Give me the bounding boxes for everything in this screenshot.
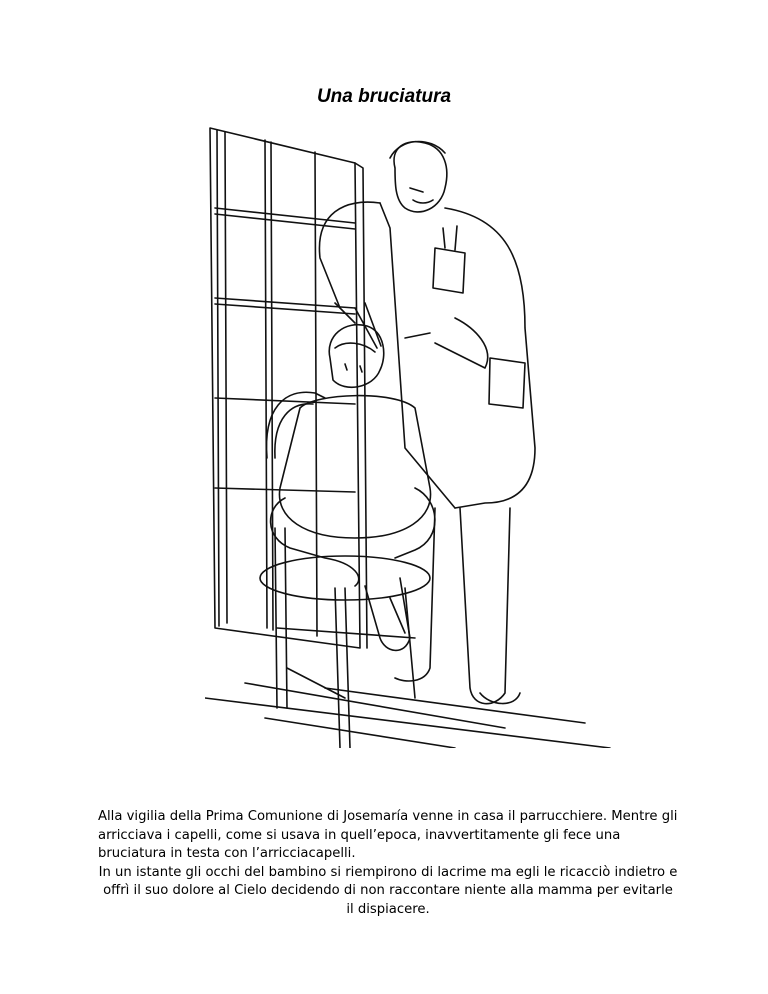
body-text	[98, 808, 678, 919]
barber	[319, 142, 535, 704]
page-title: Una bruciatura	[316, 86, 452, 107]
paragraph-2: In un istante gli occhi del bambino si riempirono di lacrime ma egli le ricacciò indietro e offrì il suo dolore al Cielo decidendo di non raccontare niente alla mamma per evitarle il dispiacere.	[98, 864, 678, 917]
paragraph-1: Alla vigilia della Prima Comunione di Josemaría venne in casa il parrucchiere. Mentre gli arricciava i capelli, come si usava in quell’epoca, inavvertitamente gli fece una bruciatura in testa con l’arricciacapelli.	[98, 809, 678, 861]
barber-illustration	[205, 108, 615, 748]
child	[271, 325, 435, 651]
floor-lines	[205, 683, 610, 748]
